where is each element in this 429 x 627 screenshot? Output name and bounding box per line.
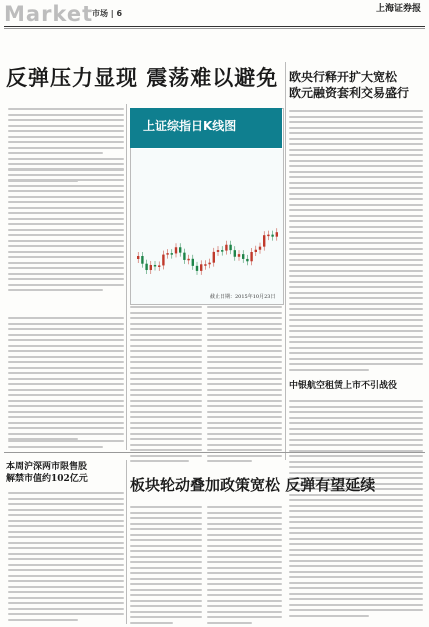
candle-body — [204, 264, 206, 266]
section-label: 市场 | 6 — [92, 9, 123, 18]
chart-title: 上证综指日K线图 — [143, 119, 237, 133]
candle-body — [259, 247, 261, 250]
candle-body — [246, 259, 248, 261]
lead-headline: 反弹压力显现 震荡难以避免 — [6, 66, 279, 90]
candle-body — [250, 252, 252, 261]
candle-body — [154, 265, 156, 267]
candle-body — [276, 232, 278, 236]
candle-body — [217, 250, 219, 252]
mid-text-column-2 — [207, 306, 282, 466]
candle-body — [137, 256, 139, 259]
candle-body — [150, 265, 152, 270]
right-mid-headline: 中银航空租赁上市不引战役 — [289, 381, 398, 391]
bottom-text-column-1 — [130, 506, 202, 627]
candle-body — [179, 247, 181, 252]
chart-caption: 截止日期：2015年10月23日 — [210, 294, 276, 300]
right-top-headline-1: 欧央行释开扩大宽松 — [289, 70, 398, 84]
candle-body — [267, 235, 269, 237]
candle-body — [183, 253, 185, 260]
section-rule — [4, 452, 425, 453]
lead-text-column-2 — [8, 168, 124, 295]
candle-body — [187, 259, 189, 261]
right-top-headline-2: 欧元融资套利交易盛行 — [289, 86, 410, 100]
candle-body — [175, 247, 177, 253]
candle-body — [141, 256, 143, 264]
candle-body — [145, 264, 147, 270]
chart-plot-area — [131, 149, 283, 304]
candle-body — [242, 254, 244, 259]
right-mid-text — [289, 400, 423, 620]
candle-body — [196, 266, 198, 271]
lead-text-column-4 — [8, 440, 124, 451]
candle-body — [229, 245, 231, 250]
candle-body — [234, 250, 236, 257]
candle-body — [271, 235, 273, 237]
bottom-text-column-2 — [207, 506, 282, 627]
candle-body — [192, 259, 194, 266]
candle-body — [238, 254, 240, 257]
right-top-text — [289, 110, 423, 374]
bottom-left-headline-1: 本周沪深两市限售股 — [6, 462, 88, 472]
bottom-left-headline-2: 解禁市值约102亿元 — [6, 474, 88, 484]
masthead-rule-thin — [4, 28, 425, 29]
candle-body — [221, 250, 223, 252]
masthead-logo: Market — [4, 2, 94, 26]
column-divider-3 — [126, 460, 127, 624]
candle-body — [225, 245, 227, 251]
candle-body — [255, 250, 257, 252]
candle-body — [166, 253, 168, 255]
candle-body — [200, 264, 202, 271]
candle-body — [171, 253, 173, 255]
lead-text-column-3 — [8, 317, 124, 444]
bottom-left-text — [8, 492, 124, 624]
masthead-logo-block — [4, 2, 94, 26]
column-divider-1 — [126, 104, 127, 450]
paper-name: 上海证券报 — [376, 4, 422, 14]
candle-body — [213, 252, 215, 263]
candle-body — [162, 255, 164, 266]
candle-body — [158, 265, 160, 267]
bottom-main-headline: 板块轮动叠加政策宽松 反弹有望延续 — [130, 476, 376, 494]
mid-text-column-1 — [130, 306, 202, 466]
column-divider-2 — [285, 62, 286, 460]
candle-body — [208, 263, 210, 265]
candle-body — [263, 235, 265, 246]
masthead-rule — [4, 26, 425, 27]
